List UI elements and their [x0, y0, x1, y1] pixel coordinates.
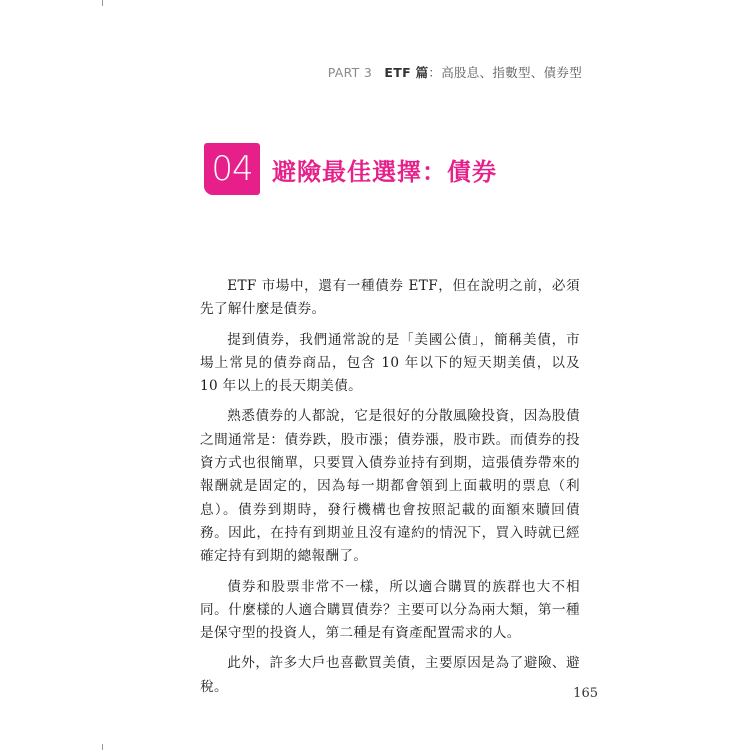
paragraph: 熟悉債券的人都說，它是很好的分散風險投資，因為股債之間通常是：債券跌，股市漲；債券漲，股市跌。而債券的投資方式也很簡單，只要買入債券並持有到期，這張債券帶來的報酬就是固定的，因為每一期都會領到上面載明的票息（利息）。債券到期時，發行機構也會按照記載的面額來贖回債務。因此，在持有到期並且沒有違約的情況下，買入時就已經確定持有到期的總報酬了。: [200, 408, 580, 565]
paragraph: ETF 市場中，還有一種債券 ETF，但在說明之前，必須先了解什麼是債券。: [200, 278, 580, 318]
crop-mark-top: [102, 0, 103, 6]
section-subtitle: ：高股息、指數型、債券型: [428, 65, 582, 80]
running-header: [328, 63, 582, 81]
paragraph: 此外，許多大戶也喜歡買美債，主要原因是為了避險、避稅。: [200, 655, 580, 695]
paragraph: 提到債券，我們通常說的是「美國公債」，簡稱美債，市場上常見的債券商品，包含 10 年以下的短天期美債，以及 10 年以上的長天期美債。: [200, 331, 580, 395]
page-number: 165: [573, 686, 598, 701]
chapter-title: 避險最佳選擇：債券: [272, 157, 497, 186]
chapter-number-badge: 04: [204, 143, 260, 195]
crop-mark-bottom: [102, 744, 103, 750]
body-text: [200, 275, 580, 706]
chapter-heading: [204, 143, 497, 195]
part-label: PART 3: [327, 65, 373, 80]
section-label: ETF 篇: [384, 65, 429, 80]
paragraph: 債券和股票非常不一樣，所以適合購買的族群也大不相同。什麼樣的人適合購買債券？主要可以分為兩大類，第一種是保守型的投資人，第二種是有資產配置需求的人。: [200, 578, 580, 642]
